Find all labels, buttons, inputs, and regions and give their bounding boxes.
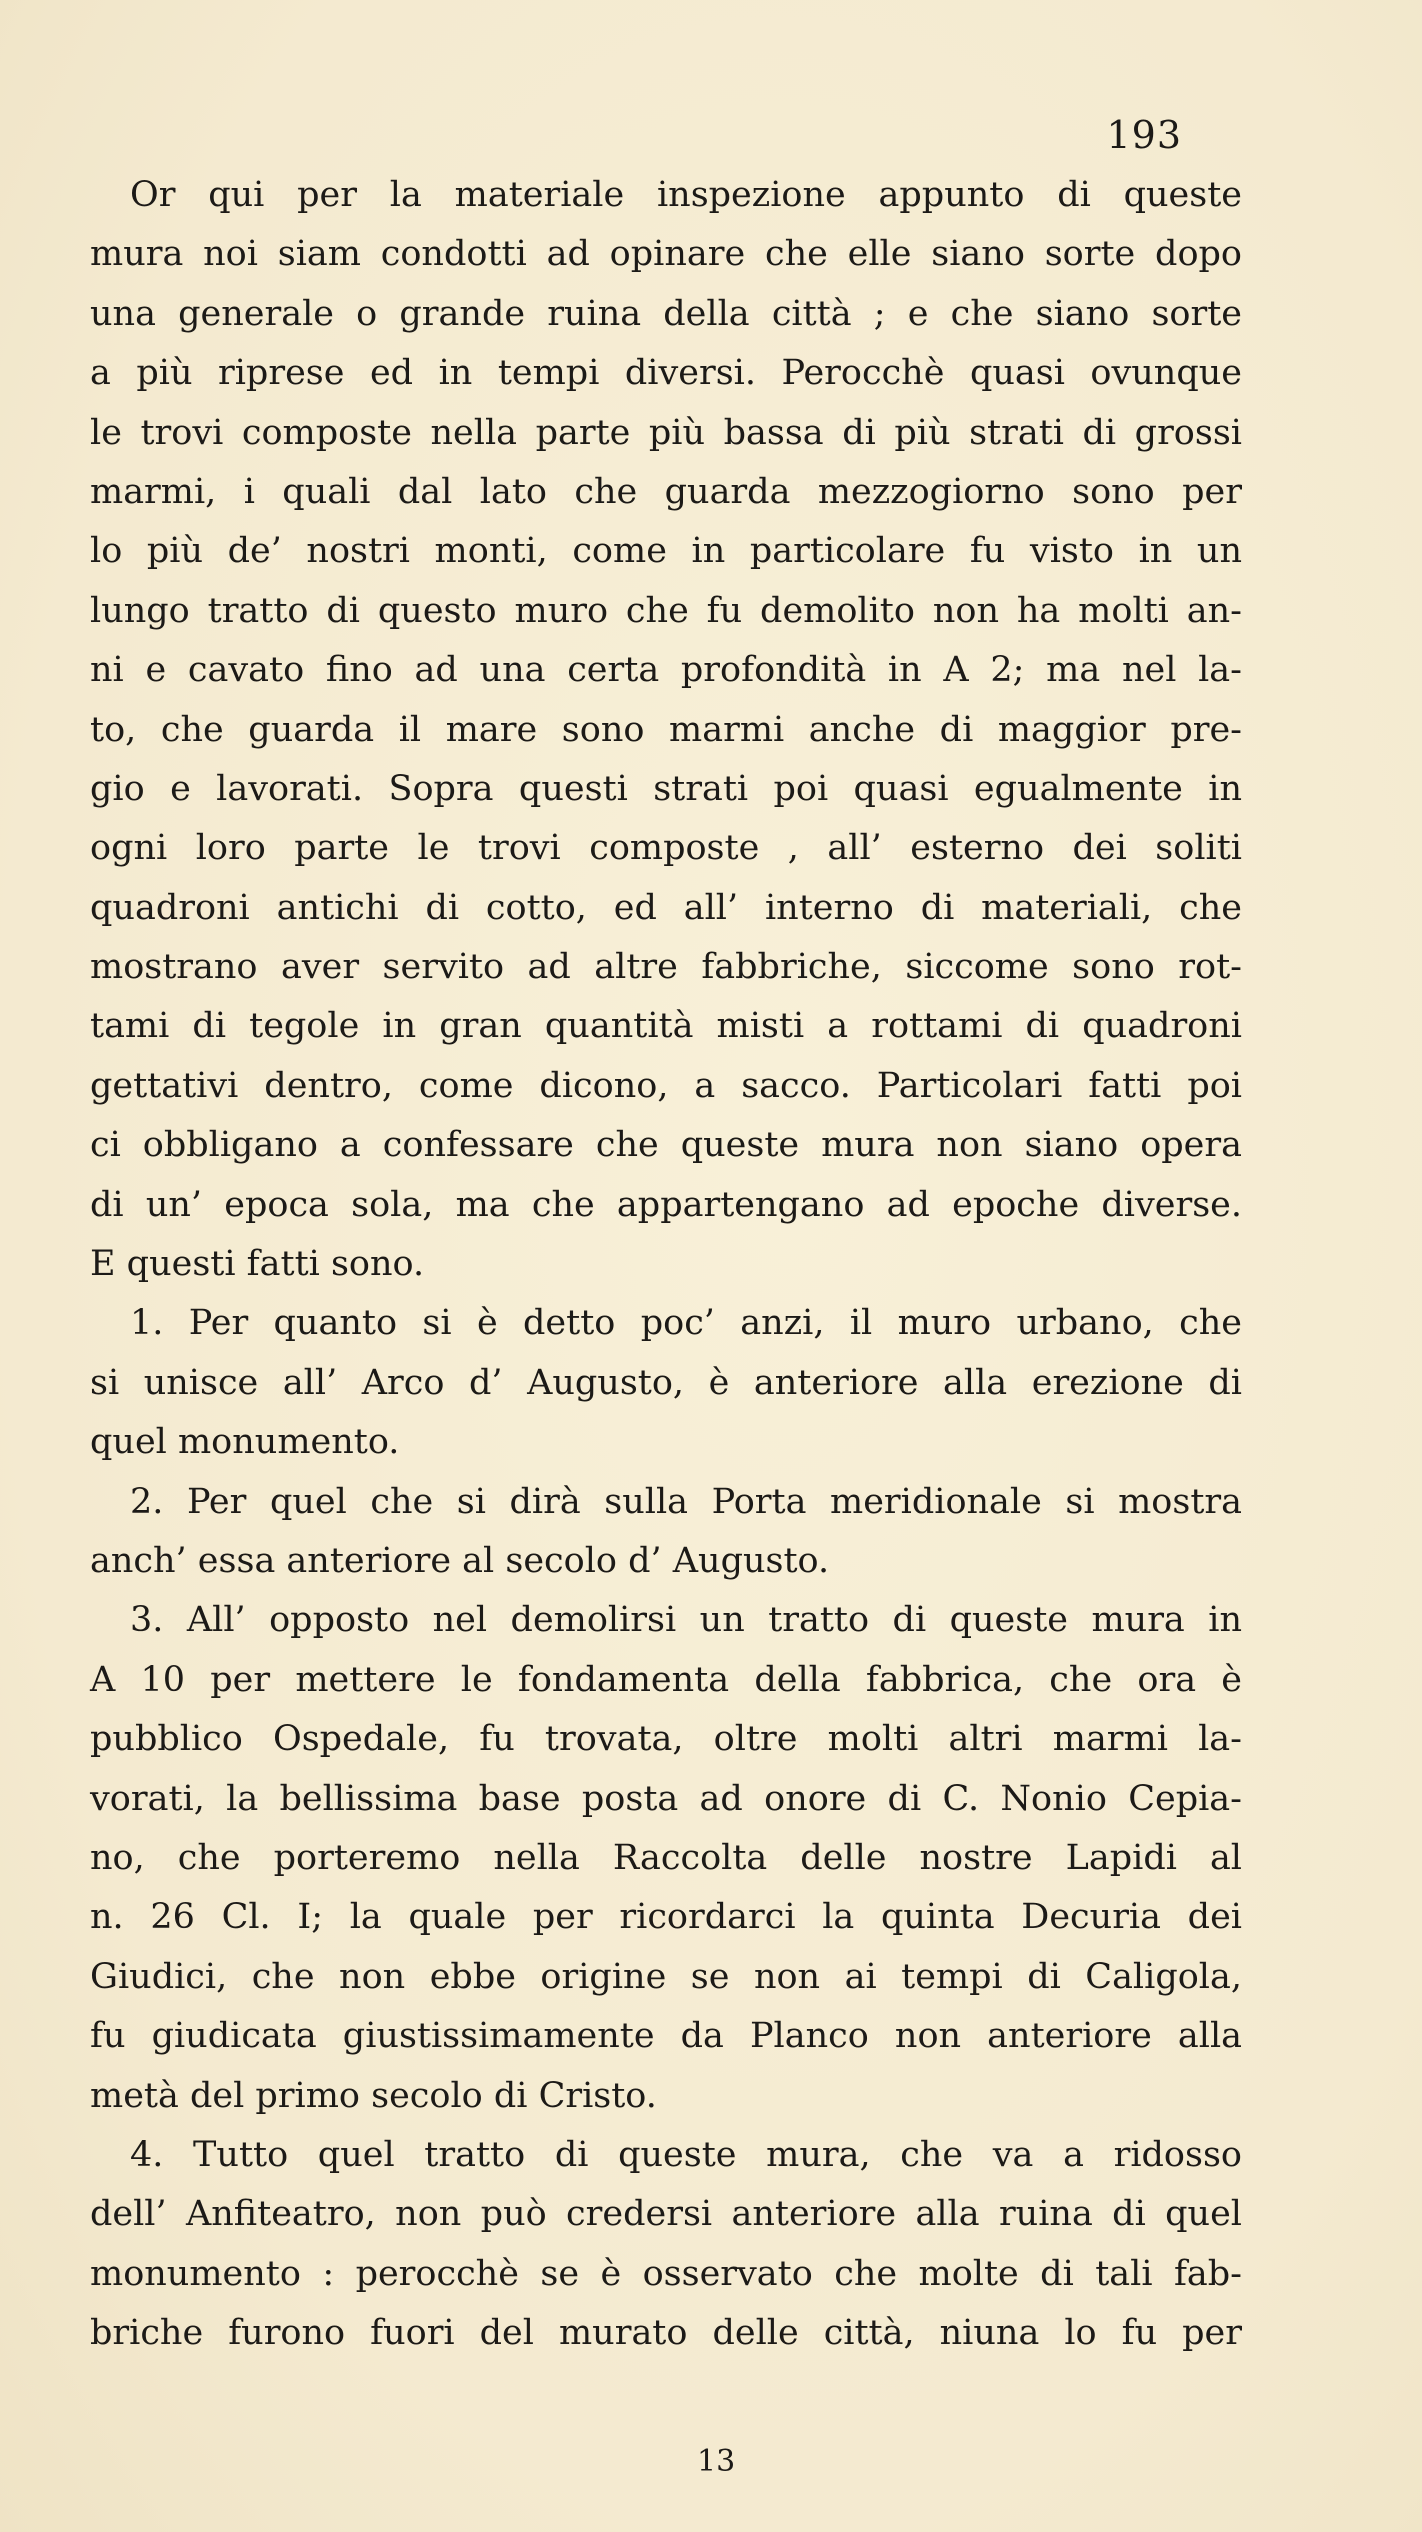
text-line: 4. Tutto quel tratto di queste mura, che va a ridosso: [130, 2134, 1242, 2175]
body-text: [90, 166, 1242, 2363]
text-line: a più riprese ed in tempi diversi. Perocchè quasi ovunque: [90, 353, 1242, 394]
text-line: mura noi siam condotti ad opinare che elle siano sorte dopo: [90, 234, 1242, 275]
text-line: pubblico Ospedale, fu trovata, oltre molti altri marmi la-: [90, 1719, 1242, 1760]
text-line: monumento : perocchè se è osservato che molte di tali fab-: [90, 2253, 1242, 2294]
text-line: E questi fatti sono.: [90, 1244, 425, 1285]
text-line: no, che porteremo nella Raccolta delle nostre Lapidi al: [90, 1837, 1242, 1878]
text-line: quadroni antichi di cotto, ed all’ interno di materiali, che: [90, 887, 1242, 928]
text-line: ogni loro parte le trovi composte , all’ esterno dei soliti: [90, 828, 1242, 869]
text-line: tami di tegole in gran quantità misti a rottami di quadroni: [90, 1006, 1242, 1047]
text-line: mostrano aver servito ad altre fabbriche, siccome sono rot-: [90, 947, 1242, 988]
text-line: le trovi composte nella parte più bassa di più strati di grossi: [90, 412, 1242, 453]
text-line: A 10 per mettere le fondamenta della fabbrica, che ora è: [90, 1659, 1242, 1700]
text-line: marmi, i quali dal lato che guarda mezzogiorno sono per: [90, 471, 1242, 512]
text-line: lungo tratto di questo muro che fu demolito non ha molti an-: [90, 590, 1242, 631]
text-line: 3. All’ opposto nel demolirsi un tratto di queste mura in: [130, 1600, 1242, 1641]
text-line: briche furono fuori del murato delle città, niuna lo fu per: [90, 2313, 1242, 2354]
text-line: Or qui per la materiale inspezione appunto di queste: [130, 175, 1242, 215]
page-number: 193: [1106, 113, 1182, 157]
text-line: una generale o grande ruina della città ; e che siano sorte: [90, 293, 1242, 334]
text-line: quel monumento.: [90, 1422, 400, 1463]
text-line: vorati, la bellissima base posta ad onore di C. Nonio Cepia-: [90, 1778, 1242, 1819]
text-line: dell’ Anfiteatro, non può credersi anteriore alla ruina di quel: [90, 2194, 1242, 2235]
text-line: gettativi dentro, come dicono, a sacco. Particolari fatti poi: [90, 1065, 1242, 1106]
text-line: n. 26 Cl. I; la quale per ricordarci la quinta Decuria dei: [90, 1897, 1242, 1938]
text-line: fu giudicata giustissimamente da Planco non anteriore alla: [90, 2016, 1242, 2057]
text-line: to, che guarda il mare sono marmi anche di maggior pre-: [90, 709, 1242, 750]
text-line: 2. Per quel che si dirà sulla Porta meridionale si mostra: [130, 1481, 1242, 1522]
signature-mark: 13: [697, 2444, 736, 2479]
text-line: si unisce all’ Arco d’ Augusto, è anteriore alla erezione di: [90, 1362, 1242, 1403]
text-line: metà del primo secolo di Cristo.: [90, 2075, 657, 2116]
text-line: anch’ essa anteriore al secolo d’ Augusto.: [90, 1540, 830, 1581]
text-line: 1. Per quanto si è detto poc’ anzi, il muro urbano, che: [130, 1303, 1242, 1344]
text-line: ni e cavato fino ad una certa profondità in A 2; ma nel la-: [90, 650, 1242, 691]
text-line: lo più de’ nostri monti, come in particolare fu visto in un: [90, 531, 1242, 572]
text-line: gio e lavorati. Sopra questi strati poi quasi egualmente in: [90, 768, 1242, 809]
text-line: ci obbligano a confessare che queste mura non siano opera: [90, 1125, 1242, 1166]
text-line: di un’ epoca sola, ma che appartengano ad epoche diverse.: [90, 1184, 1242, 1225]
text-line: Giudici, che non ebbe origine se non ai tempi di Caligola,: [90, 1956, 1242, 1997]
